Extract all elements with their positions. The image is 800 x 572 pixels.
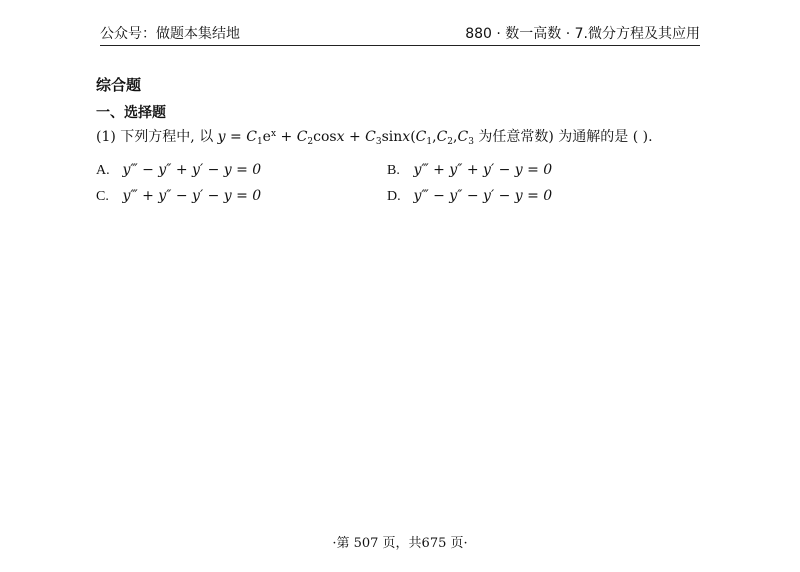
option-c (96, 186, 261, 207)
option-a-equation: y‴ − y″ + y′ − y = 0 (122, 162, 262, 178)
page-footer: ·第 507 页，共675 页· (332, 536, 468, 551)
header-divider (100, 45, 700, 46)
general-solution-formula: $y = C_1e^x + C_2\cos x + C_3\sin x$ (217, 129, 411, 147)
constants-note: ($C_1,C_2,C_3$ 为任意常数) (410, 129, 554, 147)
option-b-letter: B. (387, 163, 400, 178)
section-title: 综合题 (96, 76, 142, 94)
question-text-before: 下列方程中, 以 (115, 129, 218, 145)
subsection-title: 一、选择题 (96, 105, 166, 121)
option-d-equation: y‴ − y″ − y′ − y = 0 (413, 188, 553, 204)
option-a-letter: A. (96, 163, 110, 178)
header-left-text: 公众号：做题本集结地 (100, 26, 240, 42)
question-number: (1) (96, 129, 116, 145)
option-a (96, 160, 261, 181)
option-c-equation: y‴ + y″ − y′ − y = 0 (122, 188, 262, 204)
page-header (100, 22, 700, 44)
option-d-letter: D. (387, 189, 401, 204)
header-right-text: 880 · 数一高数 · 7.微分方程及其应用 (465, 26, 700, 42)
option-c-letter: C. (96, 189, 109, 204)
option-b-equation: y‴ + y″ + y′ − y = 0 (413, 162, 553, 178)
question-text-after: 为通解的是 ( ). (553, 129, 653, 145)
option-b (387, 160, 552, 181)
option-d (387, 186, 552, 207)
question-stem (96, 127, 706, 147)
